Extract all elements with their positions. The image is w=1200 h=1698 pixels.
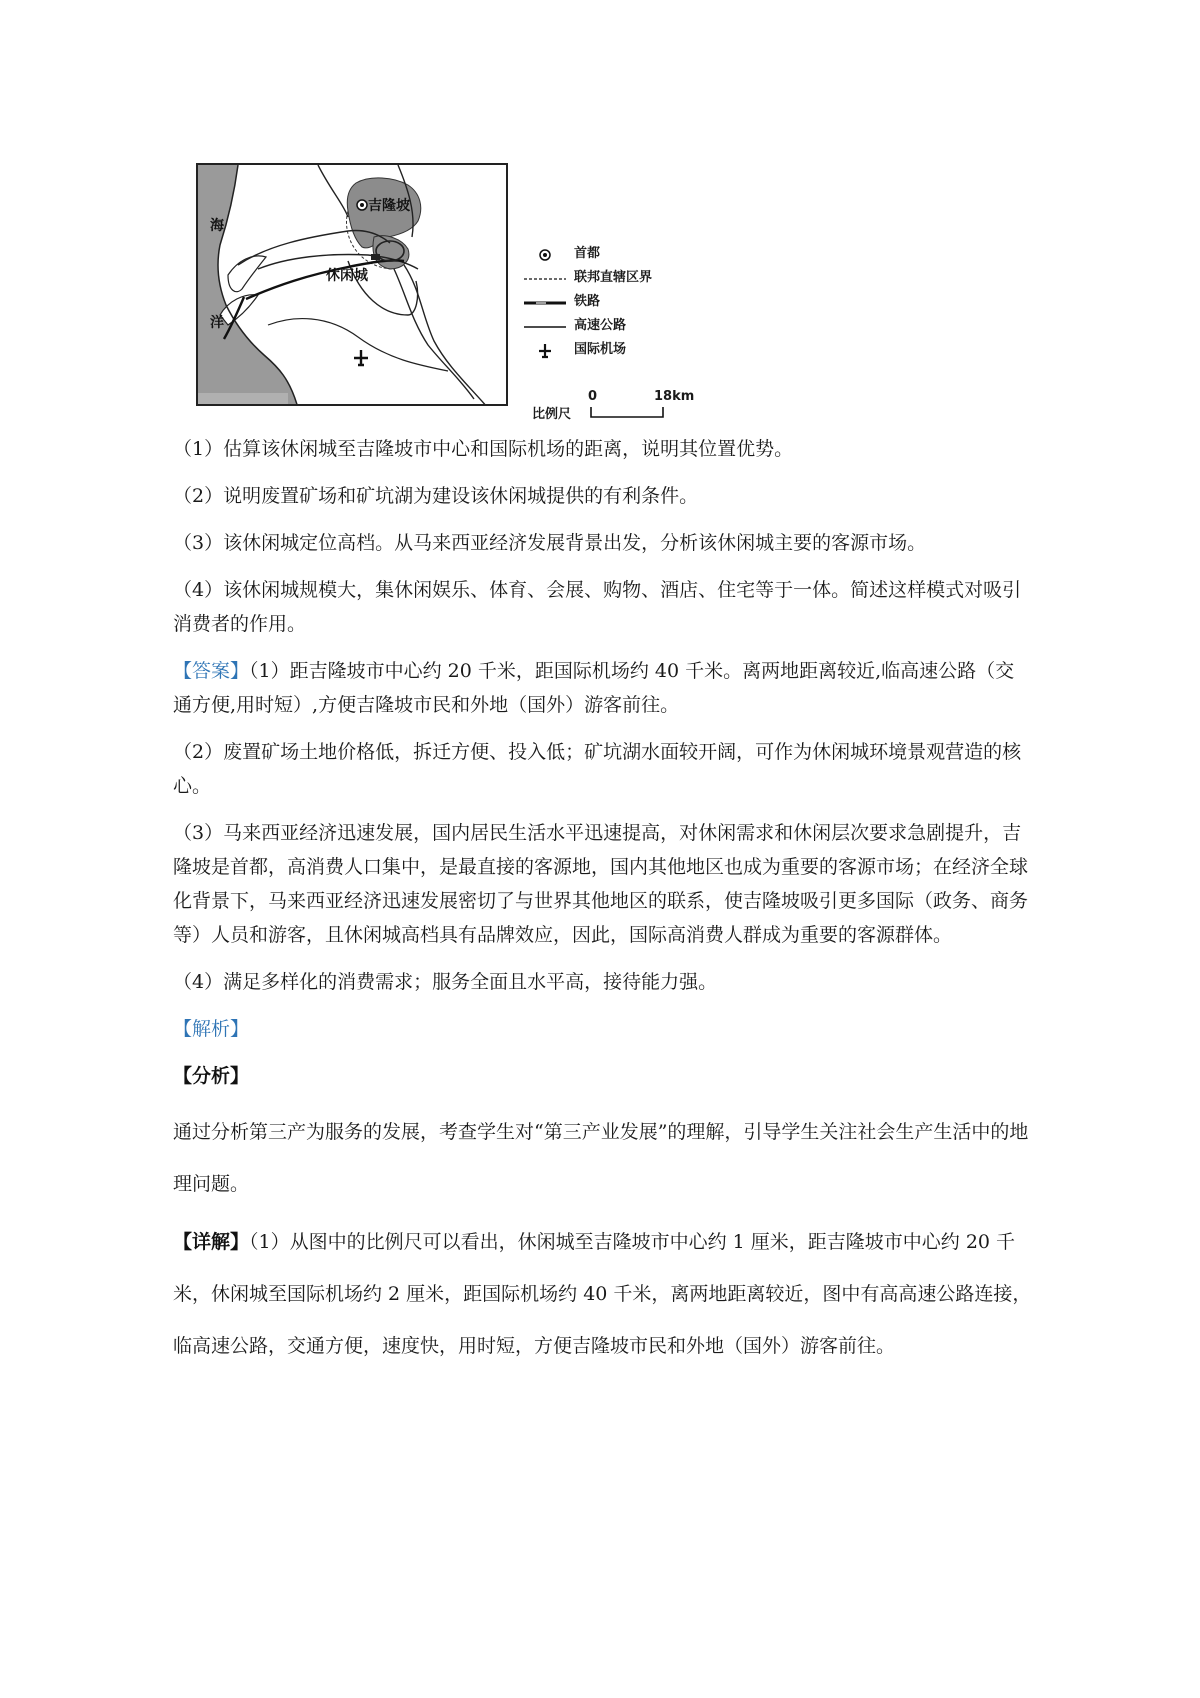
legend-item-highway [524, 317, 724, 341]
legend-label: 高速公路 [574, 318, 627, 333]
analysis-text: 通过分析第三产为服务的发展，考查学生对“第三产业发展”的理解，引导学生关注社会生产生活中的地理问题。 [173, 1121, 1029, 1195]
analysis-sub-tag [173, 1059, 1033, 1093]
sea-label-bottom: 洋 [210, 315, 224, 331]
legend-label: 铁路 [574, 294, 601, 309]
scale-start: 0 [588, 389, 598, 404]
railway-icon [524, 295, 566, 311]
airport-icon [524, 343, 566, 359]
legend-label: 国际机场 [574, 342, 627, 357]
question-1: （1）估算该休闲城至吉隆坡市中心和国际机场的距离，说明其位置优势。 [173, 438, 794, 460]
location-map [196, 163, 716, 423]
scale-label: 比例尺 [532, 407, 572, 422]
answer-2: （2）废置矿场土地价格低，拆迁方便、投入低；矿坑湖水面较开阔，可作为休闲城环境景观营造的核心。 [173, 741, 1022, 797]
map-frame [196, 163, 508, 406]
detail-text: （1）从图中的比例尺可以看出，休闲城至吉隆坡市中心约 1 厘米，距吉隆坡市中心约 20 千米，休闲城至国际机场约 2 厘米，距国际机场约 40 千米，离两地距离较近，图中有高高速公路连接，临高速公路，交通方便，速度快，用时短，方便吉隆坡市民和外地（国外）游客前往。 [173, 1231, 1032, 1357]
legend-item-boundary [524, 269, 724, 293]
map-drawing [198, 165, 508, 406]
highway-icon [524, 319, 566, 335]
leisure-city-label: 休闲城 [326, 268, 368, 284]
capital-label: 吉隆坡 [368, 198, 410, 214]
detail-tag: 【详解】 [173, 1231, 250, 1253]
scale-end: 18km [654, 389, 695, 404]
scale-bar-icon [590, 405, 670, 419]
answer-4: （4）满足多样化的消费需求；服务全面且水平高，接待能力强。 [173, 971, 718, 993]
legend-item-airport [524, 341, 724, 365]
detail-paragraph [173, 1216, 1033, 1372]
answer-tag: 【答案】 [173, 660, 250, 682]
sea-label-top: 海 [210, 218, 224, 234]
map-legend [524, 245, 724, 365]
answer-1: （1）距吉隆坡市中心约 20 千米，距国际机场约 40 千米。离两地距离较近,临高速公路（交通方便,用时短）,方便吉隆坡市民和外地（国外）游客前往。 [173, 660, 1015, 716]
capital-icon [524, 247, 566, 263]
map-scale [532, 389, 732, 423]
legend-item-capital [524, 245, 724, 269]
legend-label: 首都 [574, 246, 601, 261]
answer-3: （3）马来西亚经济迅速发展，国内居民生活水平迅速提高，对休闲需求和休闲层次要求急剧提升，吉隆坡是首都，高消费人口集中，是最直接的客源地，国内其他地区也成为重要的客源市场；在经济全球化背景下，马来西亚经济迅速发展密切了与世界其他地区的联系，使吉隆坡吸引更多国际（政务、商务等）人员和游客，且休闲城高档具有品牌效应，因此，国际高消费人群成为重要的客源群体。 [173, 822, 1029, 946]
analysis-tag-text: 【解析】 [173, 1018, 250, 1040]
document-text [173, 432, 1033, 1378]
question-2: （2）说明废置矿场和矿坑湖为建设该休闲城提供的有利条件。 [173, 485, 699, 507]
airport-marker [354, 350, 368, 366]
analysis-sub-tag-text: 【分析】 [173, 1065, 250, 1087]
question-3: （3）该休闲城定位高档。从马来西亚经济发展背景出发，分析该休闲城主要的客源市场。 [173, 532, 927, 554]
dashed-line-icon [524, 271, 566, 287]
legend-label: 联邦直辖区界 [574, 270, 653, 285]
answer-1-paragraph [173, 654, 1033, 722]
analysis-tag [173, 1012, 1033, 1046]
legend-item-railway [524, 293, 724, 317]
question-4: （4）该休闲城规模大，集休闲娱乐、体育、会展、购物、酒店、住宅等于一体。简述这样模式对吸引消费者的作用。 [173, 579, 1022, 635]
